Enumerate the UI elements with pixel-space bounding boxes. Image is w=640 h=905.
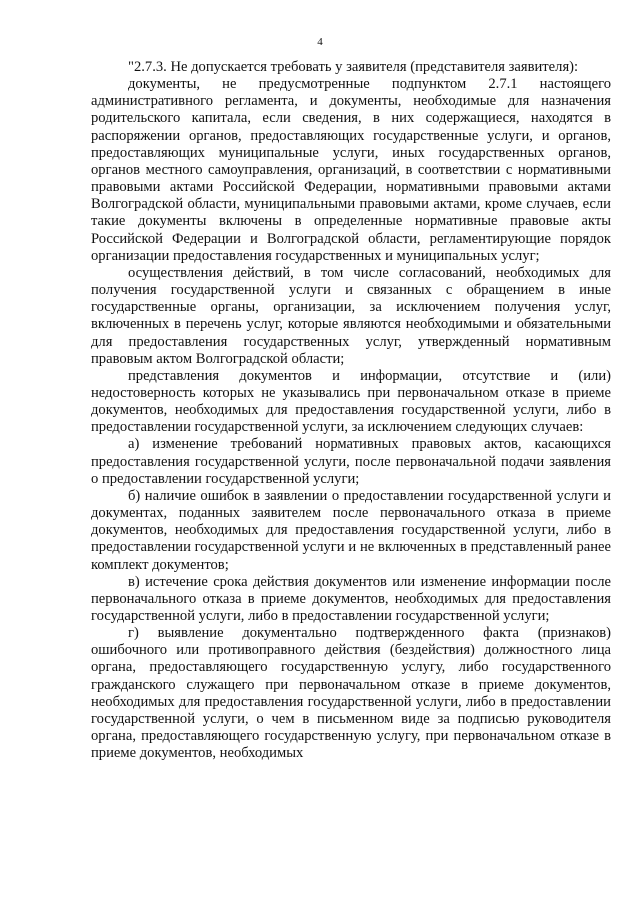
paragraph-documents: документы, не предусмотренные подпунктом 2.7.1 настоящего административного регламента, и документы, необходимые для назначения родительского капитала, если сведения, в них содержащиеся, находятся в распоряжении органов, предоставляющих государственные услуги, и органов, предоставляющих муниципальные услуги, иных государственных органов, органов местного самоуправления, организаций, в соответствии с нормативными правовыми актами Российской Федерации, нормативными правовыми актами Волгоградской области, муниципальными правовыми актами, кроме случаев, если такие документы включены в определенные нормативные правовые акты Российской Федерации и Волгоградской области, регламентирующие порядок организации предоставления государственных и муниципальных услуг; [91,76,611,264]
paragraph-actions: осуществления действий, в том числе согласований, необходимых для получения государственной услуги и связанных с обращением в иные государственные органы, организации, за исключением получения услуг, включенных в перечень услуг, которые являются необходимыми и обязательными для предоставления государственных услуг, утвержденный нормативным правовым актом Волгоградской области; [91,264,611,367]
list-item-g: г) выявление документально подтвержденного факта (признаков) ошибочного или противоправного действия (бездействия) должностного лица органа, предоставляющего государственную услугу, либо государственного гражданского служащего при первоначальном отказе в приеме документов, необходимых для предоставления государственной услуги, либо в предоставлении государственной услуги, о чем в письменном виде за подписью руководителя органа, предоставляющего государственную услугу, при первоначальном отказе в приеме документов, необходимых [91,625,611,762]
list-item-v: в) истечение срока действия документов или изменение информации после первоначального отказа в приеме документов, необходимых для предоставления государственной услуги, либо в предоставлении государственной услуги; [91,573,611,624]
list-item-a: а) изменение требований нормативных правовых актов, касающихся предоставления государственной услуги, после первоначальной подачи заявления о предоставлении государственной услуги; [91,436,611,487]
document-body [91,59,611,762]
page-number: 4 [317,36,323,48]
section-heading: "2.7.3. Не допускается требовать у заявителя (представителя заявителя): [128,59,579,75]
list-item-b: б) наличие ошибок в заявлении о предоставлении государственной услуги и документах, поданных заявителем после первоначального отказа в приеме документов, необходимых для предоставления государственной услуги, либо в предоставлении государственной услуги и не включенных в представленный ранее комплект документов; [91,487,611,573]
paragraph-submission: представления документов и информации, отсутствие и (или) недостоверность которых не указывались при первоначальном отказе в приеме документов, необходимых для предоставления государственной услуги, либо в предоставлении государственной услуги, за исключением следующих случаев: [91,367,611,436]
